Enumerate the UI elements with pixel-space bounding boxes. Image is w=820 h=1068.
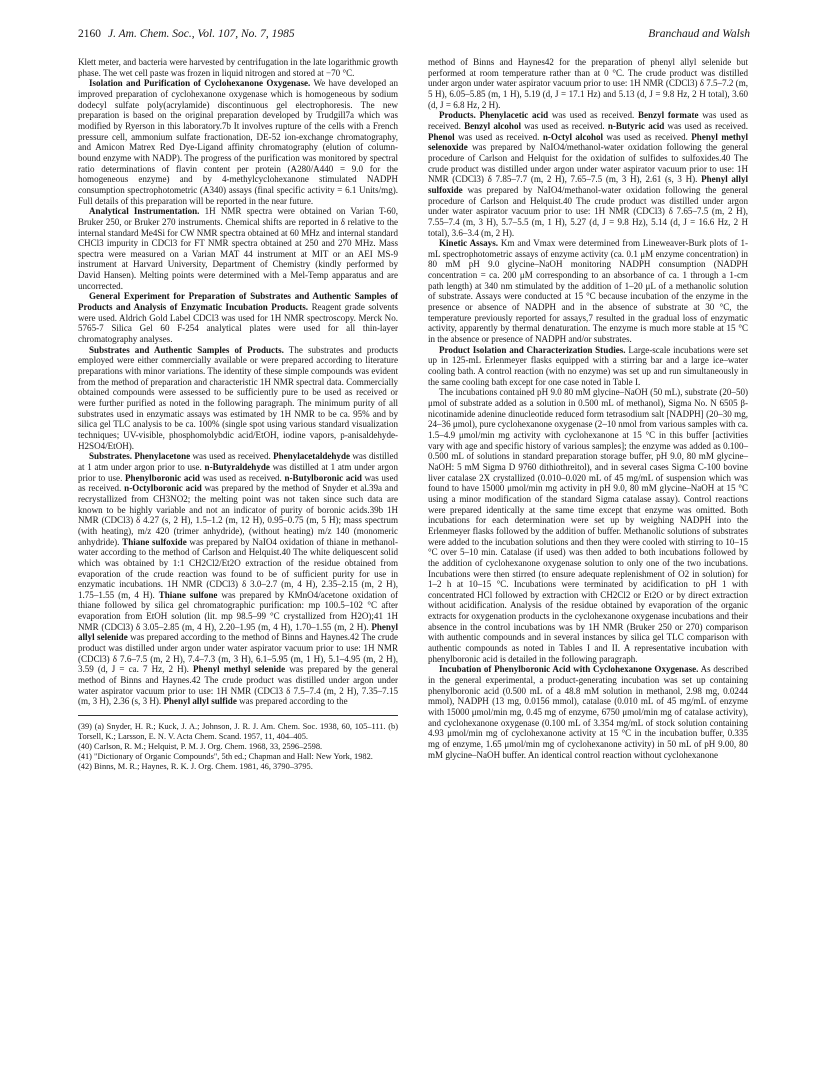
reference-40: (40) Carlson, R. M.; Helquist, P. M. J. Org. Chem. 1968, 33, 2596–2598. (78, 742, 323, 752)
paragraph: method of Binns and Haynes42 for the preparation of phenyl allyl selenide but performed at room temperature rather than at 0 °C. The crude product was distilled under argon under water aspirator vacuum prior to use: 1H NMR (CDCl3) δ 7.5–7.2 (m, 5 H), 6.05–5.85 (m, 1 H), 5.19 (d, J = 17.1 Hz) and 5.13 (d, J = 9.8 Hz, 2 H total), 3.60 (d, J = 6.8 Hz, 2 H). (428, 57, 748, 110)
running-authors: Branchaud and Walsh (648, 28, 750, 40)
paragraph-text: was prepared by the general method of Binns and Haynes.42 The crude product was distilled under argon under water aspirator vacuum prior to use: 1H NMR (CDCl3 δ 7.5–7.4 (m, 2 H), 7.35–7.15 (m, 3 H), 2.36 (s, 3 H). (78, 664, 398, 707)
compound-name: Phenyl allyl sulfoxide (428, 174, 748, 195)
paragraph-text: Large-scale incubations were set up in 125-mL Erlenmeyer flasks equipped with a stirring bar and a large ice–water cooling bath. A control reaction (with no enzyme) was set up and run simultaneously in the same cooling bath except for one case noted in Table I. (428, 344, 748, 387)
section-heading: Isolation and Purification of Cyclohexanone Oxygenase. (89, 78, 311, 89)
paragraph-products (428, 110, 748, 238)
paragraph-text: was used as received. (454, 131, 543, 142)
paragraph-kinetic (428, 238, 748, 345)
paragraph-text: Km and Vmax were determined from Lineweaver-Burk plots of 1-mL spectrophotometric assays of enzyme activity (ca. 0.1 μM enzyme concentration) in 80 mM pH 9.0 glycine–NaOH monitoring NADPH consumption (NADPH concentration = ca. 200 μM corresponding to an absorbance of ca. 1 through a 1-cm path length) at 340 nm stimulated by the addition of 1–20 μL of a methanolic solution of substrate. Assays were conducted at 15 °C because incubation of the enzyme in the presence or absence of NADPH and in the absence of substrate at 30 °C, the temperature previously reported for assays,7 resulted in the gradual loss of enzymatic activity, apparently by thermal denaturation. The enzyme is much more stable at 15 °C in the absence or presence of NADPH and/or substrates. (428, 238, 749, 345)
left-column (78, 57, 398, 1057)
paragraph-text: was used as received. (78, 472, 398, 494)
reference-41: (41) "Dictionary of Organic Compounds", 5th ed.; Chapman and Hall: New York, 1982. (78, 752, 373, 762)
section-heading: Substrates. (89, 451, 132, 462)
paragraph-incubations: The incubations contained pH 9.0 80 mM glycine–NaOH (50 mL), substrate (20–50) μmol of substrate added as a solution in 0.500 mL of methanol), Sigma No. N 6505 β-nicotinamide adenine dinucleotide reduced form tetrasodium salt [NADPH] (20–30 mg, 24–36 μmol), pure cyclohexanone oxygenase (2–10 nmol from various samples with ca. 1.5–4.9 μmol/min mg activity with cyclohexanone at 15 °C in this buffer [activities vary with age and specific history of various samples]; the enzyme was added as 0.100–0.500 mL of solutions in standard preparation storage buffer, pH 9.0, 80 mM glycine–NaOH: 5 mM Sigma D 9760 dithiothreitol), and in several cases Sigma C-100 bovine liver catalase 2X crystallized (0.010–0.020 mL of 45 mg/mL of suspension which was found to have 15000 μmol/min mg activity in pH 9.0, 80 mM glycine–NaOH at 15 °C using a minor modification of the standard Sigma catalase assay). Control reactions were prepared identically at the same time except that enzyme was omitted. Both incubations for each determination were set up by weighing NADPH into the Erlenmeyer flasks followed by the addition of buffer. Methanolic solutions of substrates were added to the incubation solutions and then they were cooled with stirring to 10–15 °C over 5–10 min. Catalase (if used) was then added to both incubations followed by the addition of cyclohexanone oxygenase solution to only one of the two incubations. Incubations were then stirred (to ensure adequate replenishment of O2 in solution) for 1–2 h at 10–15 °C. Incubations were terminated by acidification to pH 1 with concentrated HCl followed by extraction with CH2Cl2 or Et2O or by direct extraction without acidification. Analysis of the residue obtained by evaporation of the organic extracts for oxygenation products in the cyclohexanone oxygenase incubations and their absence in the control incubations was by 1H NMR (Bruker 250 or 270) comparison with authentic compounds and in several instances by silica gel TLC comparison with authentic compounds as noted in Tables I and II. A representative incubation with phenylboronic acid is detailed in the following paragraph. (428, 387, 748, 664)
compound-name: Phenyl methyl selenide (193, 664, 286, 675)
section-heading: Substrates and Authentic Samples of Products. (89, 344, 284, 355)
paragraph-text: was prepared by NaIO4/methanol-water oxidation following the general procedure of Carlson and Helquist.40 The crude product was distilled under argon under water aspirator vacuum prior to use: 1H NMR (CDCl3) δ 7.65–7.5 (m, 2 H), 7.55–7.4 (m, 3 H), 5.7–5.5 (m, 1 H), 5.27 (d, J = 9.8 Hz), 5.14 (d, J = 16.6 Hz, 2 H total), 3.6–3.4 (m, 2 H). (428, 184, 748, 238)
paragraph-general (78, 291, 398, 344)
compound-name: Thiane sulfoxide (122, 536, 187, 547)
paragraph-substrates (78, 451, 398, 707)
compound-name: Benzyl alcohol (464, 120, 521, 131)
section-heading: Kinetic Assays. (439, 238, 498, 249)
reference-39: (39) (a) Snyder, H. R.; Kuck, J. A.; Johnson, J. R. J. Am. Chem. Soc. 1938, 60, 105–111. (b) Torsell, K.; Larsson, E. N. V. Acta Chem. Scand. 1957, 11, 404–405. (78, 722, 398, 742)
running-header (78, 28, 750, 44)
paragraph-text: was used as received. (664, 120, 748, 131)
journal-citation: J. Am. Chem. Soc., Vol. 107, No. 7, 1985 (108, 28, 295, 40)
paragraph-text: was prepared according to the (236, 696, 348, 707)
compound-name: Phenyl methyl selenoxide (428, 131, 748, 153)
paragraph-text: The substrates and products employed were either commercially available or were prepared according to literature preparations with minor variations. The identity of these simple compounds was evident from the method of preparation and characteristic 1H NMR spectral data. Commercially obtained compounds were assessed to be sufficiently pure to be used as received or were further purified as noted in the following paragraph. The minimum purity of all substrates used in enzymatic assays was estimated by 1H NMR to be ca. 95% and by silica gel TLC analysis to be ca. 100% (single spot using various standard visualization techniques; UV-visible, phosphomolybdic acid/EtOH, iodine vapors, p-anisaldehyde-H2SO4/EtOH). (78, 344, 398, 451)
compound-name: Thiane sulfone (158, 589, 218, 600)
compound-name: Phenylacetone (134, 451, 191, 462)
paragraph-text: was prepared by NaIO4 oxidation of thiane in methanol-water according to the method of Carlson and Helquist.40 The white deliquescent solid which was obtained by 1:1 CH2Cl2/Et2O extraction of the residue obtained from evaporation of the crude reaction was found to be of sufficient purity for use in enzymatic incubations. 1H NMR (CDCl3) δ 3.0–2.7 (m, 4 H), 2.35–2.15 (m, 2 H), 1.75–1.55 (m, 4 H). (78, 536, 398, 600)
paragraph-text: was distilled at 1 atm under argon prior to use. (78, 461, 398, 483)
compound-name: Benzyl formate (637, 110, 699, 121)
section-heading: General Experiment for Preparation of Substrates and Authentic Samples of Products and Analysis of Enzymatic Incubation Products. (78, 291, 398, 313)
paragraph-text: As described in the general experimental, a product-generating incubation was set up containing phenylboronic acid (0.500 mL of a 48.8 mM solution in methanol, 2.98 mg, 0.0244 mmol), NADPH (13 mg, 0.0156 mmol), catalase (0.010 mL of 45 mg/mL of enzyme with 15000 μmol/min mg, 0.45 mg of enzyme, 6750 μmol/min mg of catalase activity), and cyclohexanone oxygenase (0.100 mL of 3.354 mg/mL of stock solution containing 4.93 μmol/min mg of cyclohexanone activity at 15 °C in the incubation buffer, 0.335 mg of enzyme, 1.65 μmol/min mg of cyclohexanone activity) in 50 mL of pH 9.00, 80 mM glycine–NaOH buffer. An identical control reaction without cyclohexanone (428, 664, 749, 760)
paragraph-isolation (78, 78, 398, 206)
paragraph-text: was prepared by NaIO4/methanol-water oxidation following the general procedure of Carlson and Helquist for the oxidation of sulfides to sulfoxides.40 The crude product was distilled under argon under water aspirator vacuum prior to use: 1H NMR (CDCl3) δ 7.85–7.7 (m, 2 H), 7.65–7.5 (m, 3 H), 2.61 (s, 3 H). (428, 142, 748, 185)
paragraph: Klett meter, and bacteria were harvested by centrifugation in the late logarithmic growth phase. The wet cell paste was frozen in liquid nitrogen and stored at −70 °C. (78, 57, 398, 78)
paragraph-text: was used as received. (199, 472, 285, 483)
section-heading: Product Isolation and Characterization Studies. (439, 344, 626, 355)
paragraph-substrates-samples (78, 345, 398, 452)
paragraph-text: was prepared by the method of Snyder et al.39a and recrystallized from CH3NO2; the melting point was not taken since such data are known to be highly variable and not an indicator of purity of boronic acids.39b 1H NMR (CDCl3) δ 4.27 (s, 2 H), 1.5–1.2 (m, 12 H), 0.95–0.75 (m, 5 H); mass spectrum (with heating), m/z 420 (trimer anhydride), (without heating) m/z 140 (monomeric anhydride). (78, 483, 398, 547)
paragraph-instrumentation (78, 206, 398, 291)
paragraph-text: was used as received. (521, 120, 608, 131)
compound-name: Phenylacetic acid (479, 110, 549, 121)
compound-name: n-Butyraldehyde (204, 461, 270, 472)
compound-name: Phenyl allyl selenide (78, 621, 398, 643)
paragraph-text: was used as received. (603, 131, 692, 142)
section-heading: Analytical Instrumentation. (89, 206, 200, 217)
paragraph-text: 1H NMR spectra were obtained on Varian T-60, Bruker 250, or Bruker 270 instruments. Chemical shifts are reported in δ relative to the internal standard Me4Si for CW NMR spectra obtained at 60 MHz and internal standard CHCl3 impurity in CDCl3 for FT NMR spectra obtained at 250 and 270 MHz. Mass spectra were measured on a Varian MAT 44 instrument at MIT or an AEI MS-9 instrument at Harvard University, Department of Chemistry (kindly performed by David Hansen). Melting points were determined with a Mel-Temp apparatus and are uncorrected. (78, 206, 399, 291)
right-column (428, 57, 748, 1057)
paragraph-text: was used as received. (428, 110, 748, 131)
paragraph-text: was used as received. (548, 110, 638, 121)
compound-name: n-Octyl alcohol (542, 131, 604, 142)
compound-name: Phenylboronic acid (125, 472, 200, 483)
compound-name: Phenylacetaldehyde (273, 451, 351, 462)
page-number: 2160 (78, 28, 101, 40)
paragraph-text: was used as received. (190, 451, 274, 462)
section-heading: Incubation of Phenylboronic Acid with Cyclohexanone Oxygenase. (439, 664, 699, 675)
footnote-references (78, 715, 398, 772)
compound-name: n-Octylboronic acid (124, 483, 202, 494)
compound-name: n-Butylboronic acid (284, 472, 362, 483)
compound-name: n-Butyric acid (607, 120, 665, 131)
paragraph-text: was prepared according to the method of Binns and Haynes.42 The crude product was distilled under argon under water aspirator vacuum prior to use: 1H NMR (CDCl3) δ 7.6–7.5 (m, 2 H), 7.4–7.3 (m, 3 H), 6.1–5.95 (m, 1 H), 5.1–4.95 (m, 2 H), 3.59 (d, J = ca. 7 Hz, 2 H). (78, 632, 399, 675)
paragraph-phenylboronic (428, 664, 748, 760)
paragraph-text: was prepared by KMnO4/acetone oxidation of thiane followed by silica gel chromatographic purification: mp 100.5–102 °C after evaporation from EtOH solution (lit. mp 98.5–99 °C crystallized from H2O);41 1H NMR (CDCl3) δ 3.05–2.85 (m, 4 H), 2.20–1.95 (m, 4 H), 1.70–1.55 (m, 2 H). (78, 589, 398, 632)
reference-42: (42) Binns, M. R.; Haynes, R. K. J. Org. Chem. 1981, 46, 3790–3795. (78, 762, 313, 772)
section-heading: Products. (439, 110, 476, 121)
paragraph-text: Reagent grade solvents were used. Aldrich Gold Label CDCl3 was used for 1H NMR spectroscopy. Merck No. 5765-7 Silica Gel 60 F-254 analytical plates were used for all thin-layer chromatography analyses. (78, 302, 398, 345)
paragraph-text: We have developed an improved preparation of cyclohexanone oxygenase which is homogeneous by sodium dodecyl sulfate poly(acrylamide) discontinuous gel electrophoresis. The new preparation is based on the original preparation developed by Trudgill7a which was modified by Ryerson in this laboratory.7b It involves rupture of the cells with a French pressure cell, ammonium sulfate fractionation, DE-52 ion-exchange chromatography, and Amicon Matrex Red Dye-Ligand affinity chromatography (elution of column-bound enzyme with NADP). The progress of the purification was monitored by spectral ratio determinations of flavin content per protein (A280/A440 = 9.0 for the homogeneous enzyme) and by 4-methylcyclohexanone stimulated NADPH consumption spectrophotometric (A340) assays (final specific activity = 6.1 Units/mg). Full details of this preparation will be reported in the near future. (78, 78, 398, 206)
paragraph-product-isolation (428, 345, 748, 388)
compound-name: Phenyl allyl sulfide (163, 696, 237, 707)
compound-name: Phenol (428, 131, 455, 142)
paragraph-text: was distilled at 1 atm under argon prior to use. (78, 451, 398, 472)
